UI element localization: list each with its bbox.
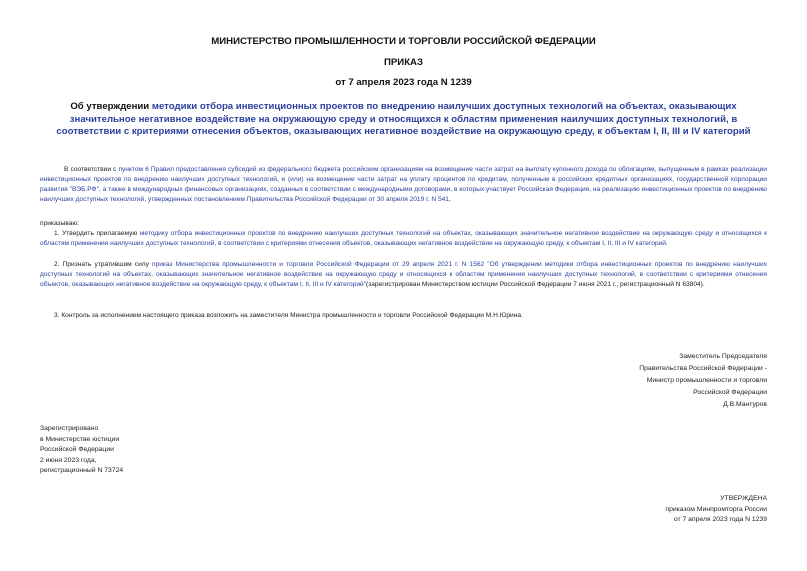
registration-line: 2 июня 2023 года, [40, 456, 97, 464]
order-word: ПРИКАЗ [384, 57, 423, 68]
approval-line: от 7 апреля 2023 года N 1239 [673, 516, 767, 523]
orders-label: приказываю: [40, 220, 80, 227]
item-2-order-link[interactable]: приказ Министерства промышленности и торговли Российской Федерации от 29 апреля 2021 г. N 1562 "Об утверждении методики отбора инвестиционных проектов по внедрению наилучших доступных технологий на объектах, оказывающих значительное негативное воздействие на окружающую среду и относящихся к областям применения наилучших доступных технологий, в соответствии с критериями отнесения объектов, оказывающих негативное воздействие на окружающую среду, к объектам I, II, III и IV категорий" [40, 261, 767, 288]
intro-part1: В соответствии с [64, 166, 119, 173]
item-2-suffix: (зарегистрирован Министерством юстиции Российской Федерации 7 июня 2021 г., регистрационный N 63804). [366, 281, 705, 288]
item-2-prefix: 2. Признать утратившим силу [54, 261, 152, 268]
approval-block [665, 494, 767, 526]
ministry-name: МИНИСТЕРСТВО ПРОМЫШЛЕННОСТИ И ТОРГОВЛИ РОССИЙСКОЙ ФЕДЕРАЦИИ [211, 36, 596, 47]
registration-line: Зарегистрировано [40, 425, 99, 432]
signature-line: Российской Федерации [693, 389, 767, 396]
order-date: от 7 апреля 2023 года N 1239 [335, 77, 472, 88]
item-1-suffix: . [665, 240, 668, 247]
item-1-prefix: 1. Утвердить прилагаемую [54, 230, 140, 237]
signature-line: Заместитель Председателя [679, 353, 767, 360]
item-3-paragraph: 3. Контроль за исполнением настоящего приказа возложить на заместителя Министра промышленности и торговли Российской Федерации М.Н.Юрина. [54, 312, 523, 319]
title-methodology-link[interactable]: методики отбора инвестиционных проектов по внедрению наилучших доступных технологий на объектах, оказывающих значительное негативное воздействие на окружающую среду и относящихся к областям применения наилучших доступных технологий, в соответствии с критериями отнесения объектов, оказывающих негативное воздействие на окружающую среду, к объектам I, II, III и IV категорий [56, 101, 751, 137]
title-prefix: Об утверждении [70, 101, 152, 112]
approval-line: УТВЕРЖДЕНА [720, 495, 767, 502]
signature-block [639, 351, 767, 411]
registration-line: Российской Федерации [40, 446, 114, 453]
item-1-paragraph [40, 229, 767, 249]
intro-rules-link[interactable]: пунктом 6 Правил предоставления субсидий из федерального бюджета российским организациям на возмещение части затрат на выплату купонного дохода по облигациям, выпущенным в рамках реализации инвестиционных проектов по внедрению наилучших доступных технологий, и (или) на возмещение части затрат на уплату процентов по кредитам, полученным в российских кредитных организациях, государственной корпорации развития "ВЭБ.РФ", а также в международных финансовых организациях, созданных в соответствии с международными договорами, в которых участвует Российская Федерация, на реализацию инвестиционных проектов по внедрению наилучших доступных технологий, утвержденных постановлением Правительства Российской Федерации от 30 апреля 2019 г. N 541 [40, 166, 767, 203]
signature-name: Д.В.Мантуров [723, 401, 767, 408]
intro-part2: , [448, 196, 451, 203]
registration-line: в Министерстве юстиции [40, 435, 120, 443]
approval-line: приказом Минпромторга России [665, 505, 767, 513]
signature-line: Правительства Российской Федерации - [639, 365, 767, 372]
document-title [40, 101, 767, 139]
signature-line: Министр промышленности и торговли [646, 377, 767, 384]
item-2-paragraph [40, 260, 767, 290]
intro-paragraph [40, 165, 767, 205]
registration-line: регистрационный N 73724 [40, 467, 124, 474]
item-1-methodology-link[interactable]: методику отбора инвестиционных проектов по внедрению наилучших доступных технологий на объектах, оказывающих значительное негативное воздействие на окружающую среду и относящихся к областям применения наилучших доступных технологий, в соответствии с критериями отнесения объектов, оказывающих негативное воздействие на окружающую среду, к объектам I, II, III и IV категорий [40, 230, 767, 247]
registration-block [40, 424, 123, 477]
